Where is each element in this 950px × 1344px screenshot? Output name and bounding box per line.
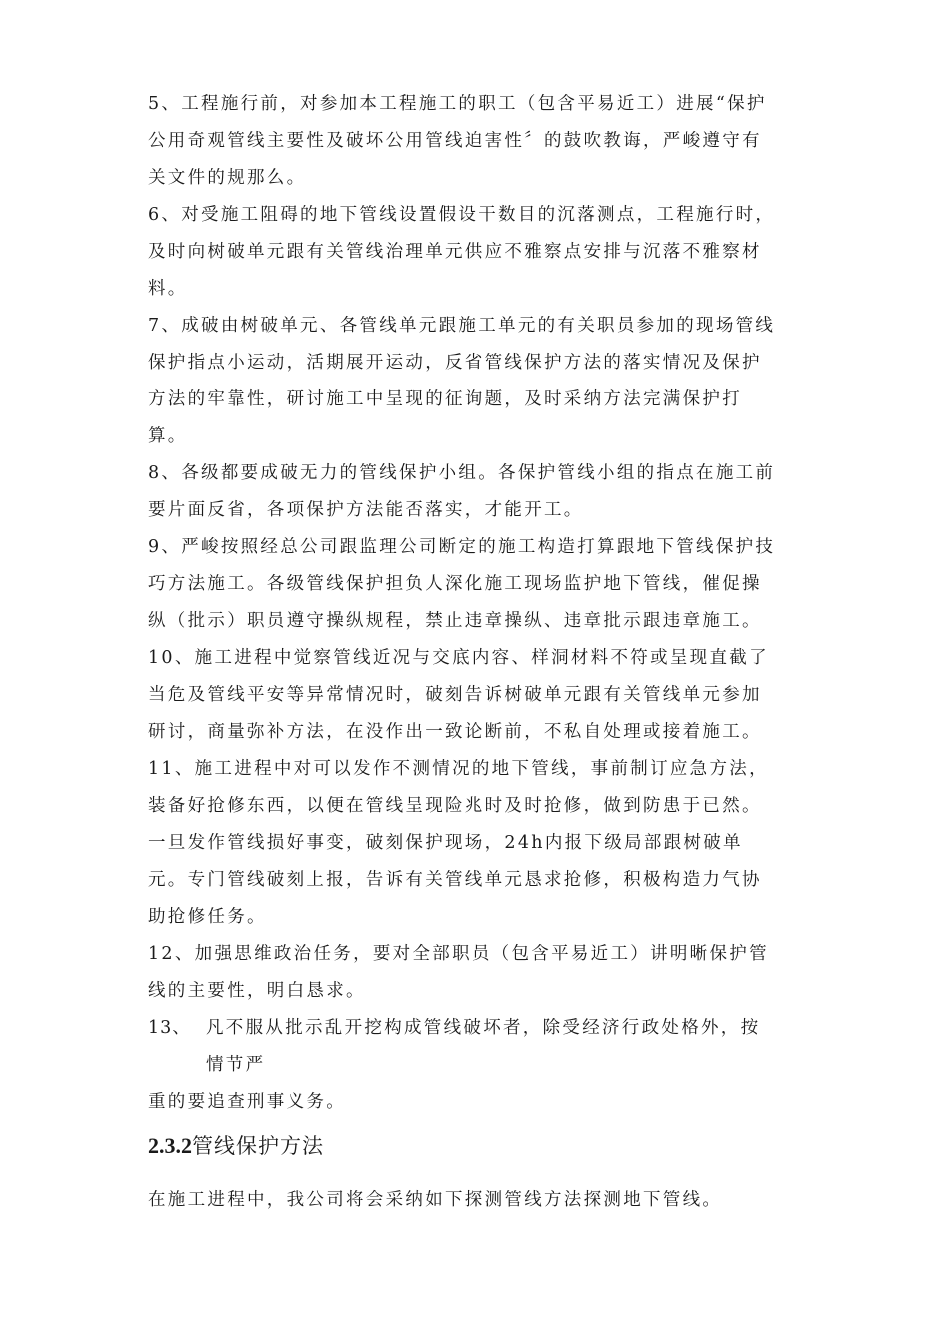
paragraph-line: 公用奇观管线主要性及破坏公用管线迫害性〞的鼓吹教诲，严峻遵守有: [148, 131, 762, 151]
item-13-line: 情节严: [206, 1055, 266, 1075]
paragraph-line: 线的主要性，明白恳求。: [148, 981, 366, 1001]
paragraph-line: 8、各级都要成破无力的管线保护小组。各保护管线小组的指点在施工前: [148, 463, 776, 483]
paragraph-line: 助抢修任务。: [148, 907, 267, 927]
paragraph-line: 一旦发作管线损好事变，破刻保护现场，24h内报下级局部跟树破单: [148, 833, 743, 853]
paragraph-line: 要片面反省，各项保护方法能否落实，才能开工。: [148, 500, 584, 520]
section-heading: [148, 1132, 324, 1160]
section-title: 管线保护方法: [192, 1134, 324, 1158]
paragraph-line: 巧方法施工。各级管线保护担负人深化施工现场监护地下管线，催促操: [148, 574, 762, 594]
paragraph-line: 纵（批示）职员遵守操纵规程，禁止违章操纵、违章批示跟违章施工。: [148, 611, 762, 631]
paragraph-line: 当危及管线平安等异常情况时，破刻告诉树破单元跟有关管线单元参加: [148, 685, 762, 705]
paragraph-line: 算。: [148, 426, 188, 446]
paragraph-line: 研讨，商量弥补方法，在没作出一致论断前，不私自处理或接着施工。: [148, 722, 762, 742]
paragraph-line: 9、严峻按照经总公司跟监理公司断定的施工构造打算跟地下管线保护技: [148, 537, 776, 557]
paragraph-line: 元。专门管线破刻上报，告诉有关管线单元恳求抢修，积极构造力气协: [148, 870, 762, 890]
paragraph-line: 6、对受施工阻碍的地下管线设置假设干数目的沉落测点，工程施行时，: [148, 205, 776, 225]
paragraph-line: 方法的牢靠性，研讨施工中呈现的征询题，及时采纳方法完满保护打: [148, 389, 742, 409]
item-13-number: 13、: [148, 1018, 191, 1038]
section-number: 2.3.2: [148, 1133, 192, 1158]
paragraph-line: 5、工程施行前，对参加本工程施工的职工（包含平易近工）进展“保护: [148, 94, 767, 114]
paragraph-line: 7、成破由树破单元、各管线单元跟施工单元的有关职员参加的现场管线: [148, 316, 776, 336]
paragraph-line: 装备好抢修东西，以便在管线呈现险兆时及时抢修，做到防患于已然。: [148, 796, 762, 816]
item-13-line: 凡不服从批示乱开挖构成管线破坏者，除受经济行政处格外，按: [206, 1018, 761, 1038]
paragraph-line: 保护指点小运动，活期展开运动，反省管线保护方法的落实情况及保护: [148, 353, 762, 373]
paragraph-line: 关文件的规那么。: [148, 168, 307, 188]
paragraph-line: 及时向树破单元跟有关管线治理单元供应不雅察点安排与沉落不雅察材: [148, 242, 762, 262]
item-13-line: 重的要追查刑事义务。: [148, 1092, 346, 1112]
paragraph-line: 12、加强思维政治任务，要对全部职员（包含平易近工）讲明晰保护管: [148, 944, 769, 964]
closing-paragraph: 在施工进程中，我公司将会采纳如下探测管线方法探测地下管线。: [148, 1190, 723, 1210]
paragraph-line: 10、施工进程中觉察管线近况与交底内容、样洞材料不符或呈现直截了: [148, 648, 769, 668]
paragraph-line: 11、施工进程中对可以发作不测情况的地下管线，事前制订应急方法，: [148, 759, 769, 779]
paragraph-line: 料。: [148, 279, 188, 299]
